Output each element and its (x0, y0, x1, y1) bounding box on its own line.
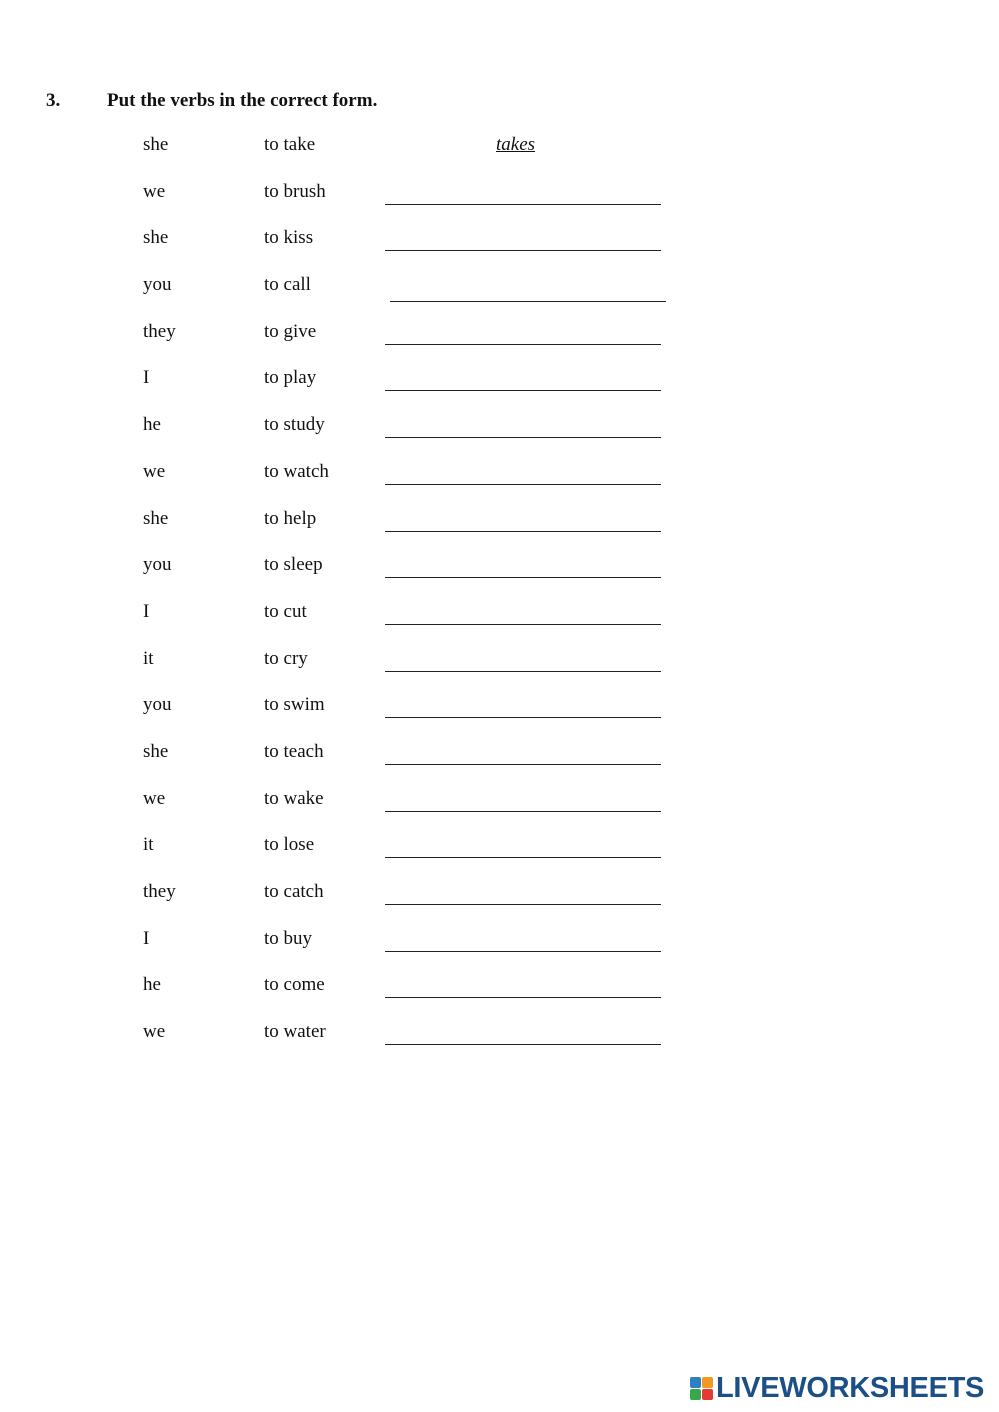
exercise-row (143, 414, 703, 461)
answer-blank[interactable] (385, 857, 661, 858)
verb: to watch (264, 460, 329, 482)
verb: to cut (264, 600, 307, 622)
pronoun: I (143, 600, 150, 622)
exercise-row (143, 974, 703, 1021)
pronoun: you (143, 274, 172, 296)
verb: to give (264, 320, 317, 342)
pronoun: we (143, 460, 166, 482)
exercise-row (143, 367, 703, 414)
verb: to sleep (264, 554, 323, 576)
exercise-row (143, 274, 703, 321)
exercise-row (143, 928, 703, 975)
verb: to kiss (264, 227, 314, 249)
answer-blank[interactable] (385, 951, 661, 952)
pronoun: they (143, 320, 176, 342)
answer-blank[interactable] (385, 624, 661, 625)
exercise-number: 3. (46, 90, 61, 111)
pronoun: he (143, 414, 161, 436)
answer-blank[interactable] (385, 764, 661, 765)
exercise-row (143, 694, 703, 741)
answer-blank[interactable] (385, 577, 661, 578)
verb: to study (264, 414, 325, 436)
pronoun: she (143, 227, 169, 249)
answer-blank[interactable] (385, 344, 661, 345)
pronoun: she (143, 134, 169, 155)
answer-blank[interactable] (385, 671, 661, 672)
answer-blank[interactable] (385, 997, 661, 998)
exercise-instruction: Put the verbs in the correct form. (107, 90, 378, 111)
answer-blank[interactable] (385, 484, 661, 485)
answer-blank[interactable] (385, 904, 661, 905)
answer-blank[interactable] (385, 390, 661, 391)
logo-text: LIVEWORKSHEETS (716, 1371, 985, 1404)
answer-blank[interactable] (385, 531, 661, 532)
verb: to swim (264, 694, 325, 716)
exercise-row (143, 321, 703, 368)
exercise-row (143, 1021, 703, 1068)
pronoun: we (143, 180, 166, 202)
answer-blank[interactable] (385, 1044, 661, 1045)
liveworksheets-blocks-icon (690, 1377, 713, 1400)
logo-block-blue (690, 1377, 701, 1388)
exercise-row (143, 648, 703, 695)
verb: to take (264, 134, 316, 155)
verb: to come (264, 974, 325, 996)
pronoun: she (143, 740, 169, 762)
verb: to water (264, 1021, 326, 1043)
pronoun: I (143, 927, 150, 949)
pronoun: he (143, 974, 161, 996)
exercise-rows (143, 134, 703, 1068)
pronoun: we (143, 787, 166, 809)
exercise-row (143, 788, 703, 835)
answer-blank[interactable] (385, 204, 661, 205)
exercise-row (143, 227, 703, 274)
answer-blank[interactable] (385, 717, 661, 718)
liveworksheets-logo (690, 1372, 984, 1404)
verb: to brush (264, 180, 326, 202)
verb: to teach (264, 740, 324, 762)
pronoun: you (143, 694, 172, 716)
exercise-row (143, 508, 703, 555)
verb: to lose (264, 834, 315, 856)
pronoun: we (143, 1021, 166, 1043)
logo-block-green (690, 1389, 701, 1400)
verb: to catch (264, 881, 324, 902)
pronoun: they (143, 881, 176, 902)
verb: to play (264, 367, 317, 389)
exercise-row (143, 181, 703, 228)
pronoun: it (143, 834, 154, 856)
answer-blank[interactable] (385, 811, 661, 812)
answer-blank[interactable] (385, 250, 661, 251)
exercise-row (143, 834, 703, 881)
verb: to cry (264, 647, 308, 669)
answer-blank[interactable] (390, 301, 666, 302)
exercise-row (143, 134, 703, 181)
pronoun: it (143, 647, 154, 669)
pronoun: she (143, 507, 169, 529)
verb: to wake (264, 787, 324, 809)
logo-block-orange (702, 1377, 713, 1388)
example-answer: takes (496, 134, 536, 155)
exercise-row (143, 601, 703, 648)
answer-blank[interactable] (385, 437, 661, 438)
exercise-row (143, 881, 703, 928)
exercise-heading (46, 90, 377, 112)
pronoun: I (143, 367, 150, 389)
verb: to buy (264, 927, 313, 949)
exercise-row (143, 461, 703, 508)
verb: to help (264, 507, 317, 529)
verb: to call (264, 274, 311, 296)
exercise-row (143, 554, 703, 601)
logo-block-red (702, 1389, 713, 1400)
exercise-row (143, 741, 703, 788)
pronoun: you (143, 554, 172, 576)
